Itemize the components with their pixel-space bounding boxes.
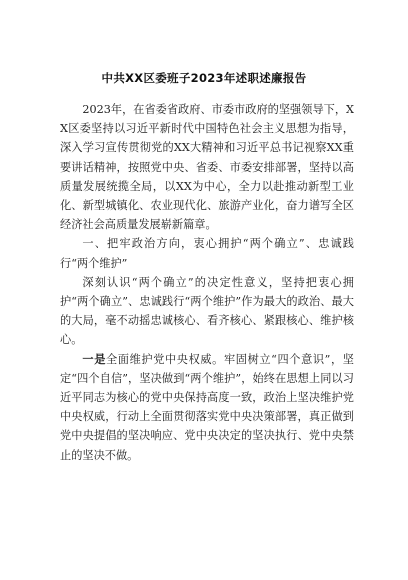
paragraph-section-1	[60, 273, 354, 350]
document-title: 中共XX区委班子2023年述职述廉报告	[101, 71, 307, 85]
point-lead-label: 一是	[82, 352, 106, 366]
paragraph-intro	[60, 100, 354, 234]
paragraph-section-1-text: 深刻认识“两个确立”的决定性意义，坚持把衷心拥护“两个确立”、忠诚践行“两个维护”作为最大的政治、最大的大局，毫不动摇忠诚核心、看齐核心、紧跟核心、维护核心。	[60, 275, 354, 347]
paragraph-point-1-text: 全面维护党中央权威。牢固树立“四个意识”，坚定“四个自信”，坚决做到“两个维护”，始终在思想上同以习近平同志为核心的党中央保持高度一致，政治上坚决维护党中央权威，行动上全面贯彻落实党中央决策部署，真正做到党中央提倡的坚决响应、党中央决定的坚决执行、党中央禁止的坚决不做。	[60, 352, 354, 462]
section-heading-1	[60, 234, 354, 272]
section-heading-1-text: 一、把牢政治方向，衷心拥护“两个确立”、忠诚践行“两个维护”	[60, 237, 354, 270]
document-body	[60, 100, 354, 465]
paragraph-point-1	[60, 350, 354, 465]
paragraph-intro-text: 2023年，在省委省政府、市委市政府的坚强领导下，XX区委坚持以习近平新时代中国特色社会主义思想为指导，深入学习宣传贯彻党的XX大精神和习近平总书记视察XX重要讲话精神，按照党中央、省委、市委安排部署，坚持以高质量发展统揽全局，以XX为中心，全力以赴推动新型工业化、新型城镇化、农业现代化、旅游产业化，奋力谱写全区经济社会高质量发展崭新篇章。	[60, 103, 354, 232]
